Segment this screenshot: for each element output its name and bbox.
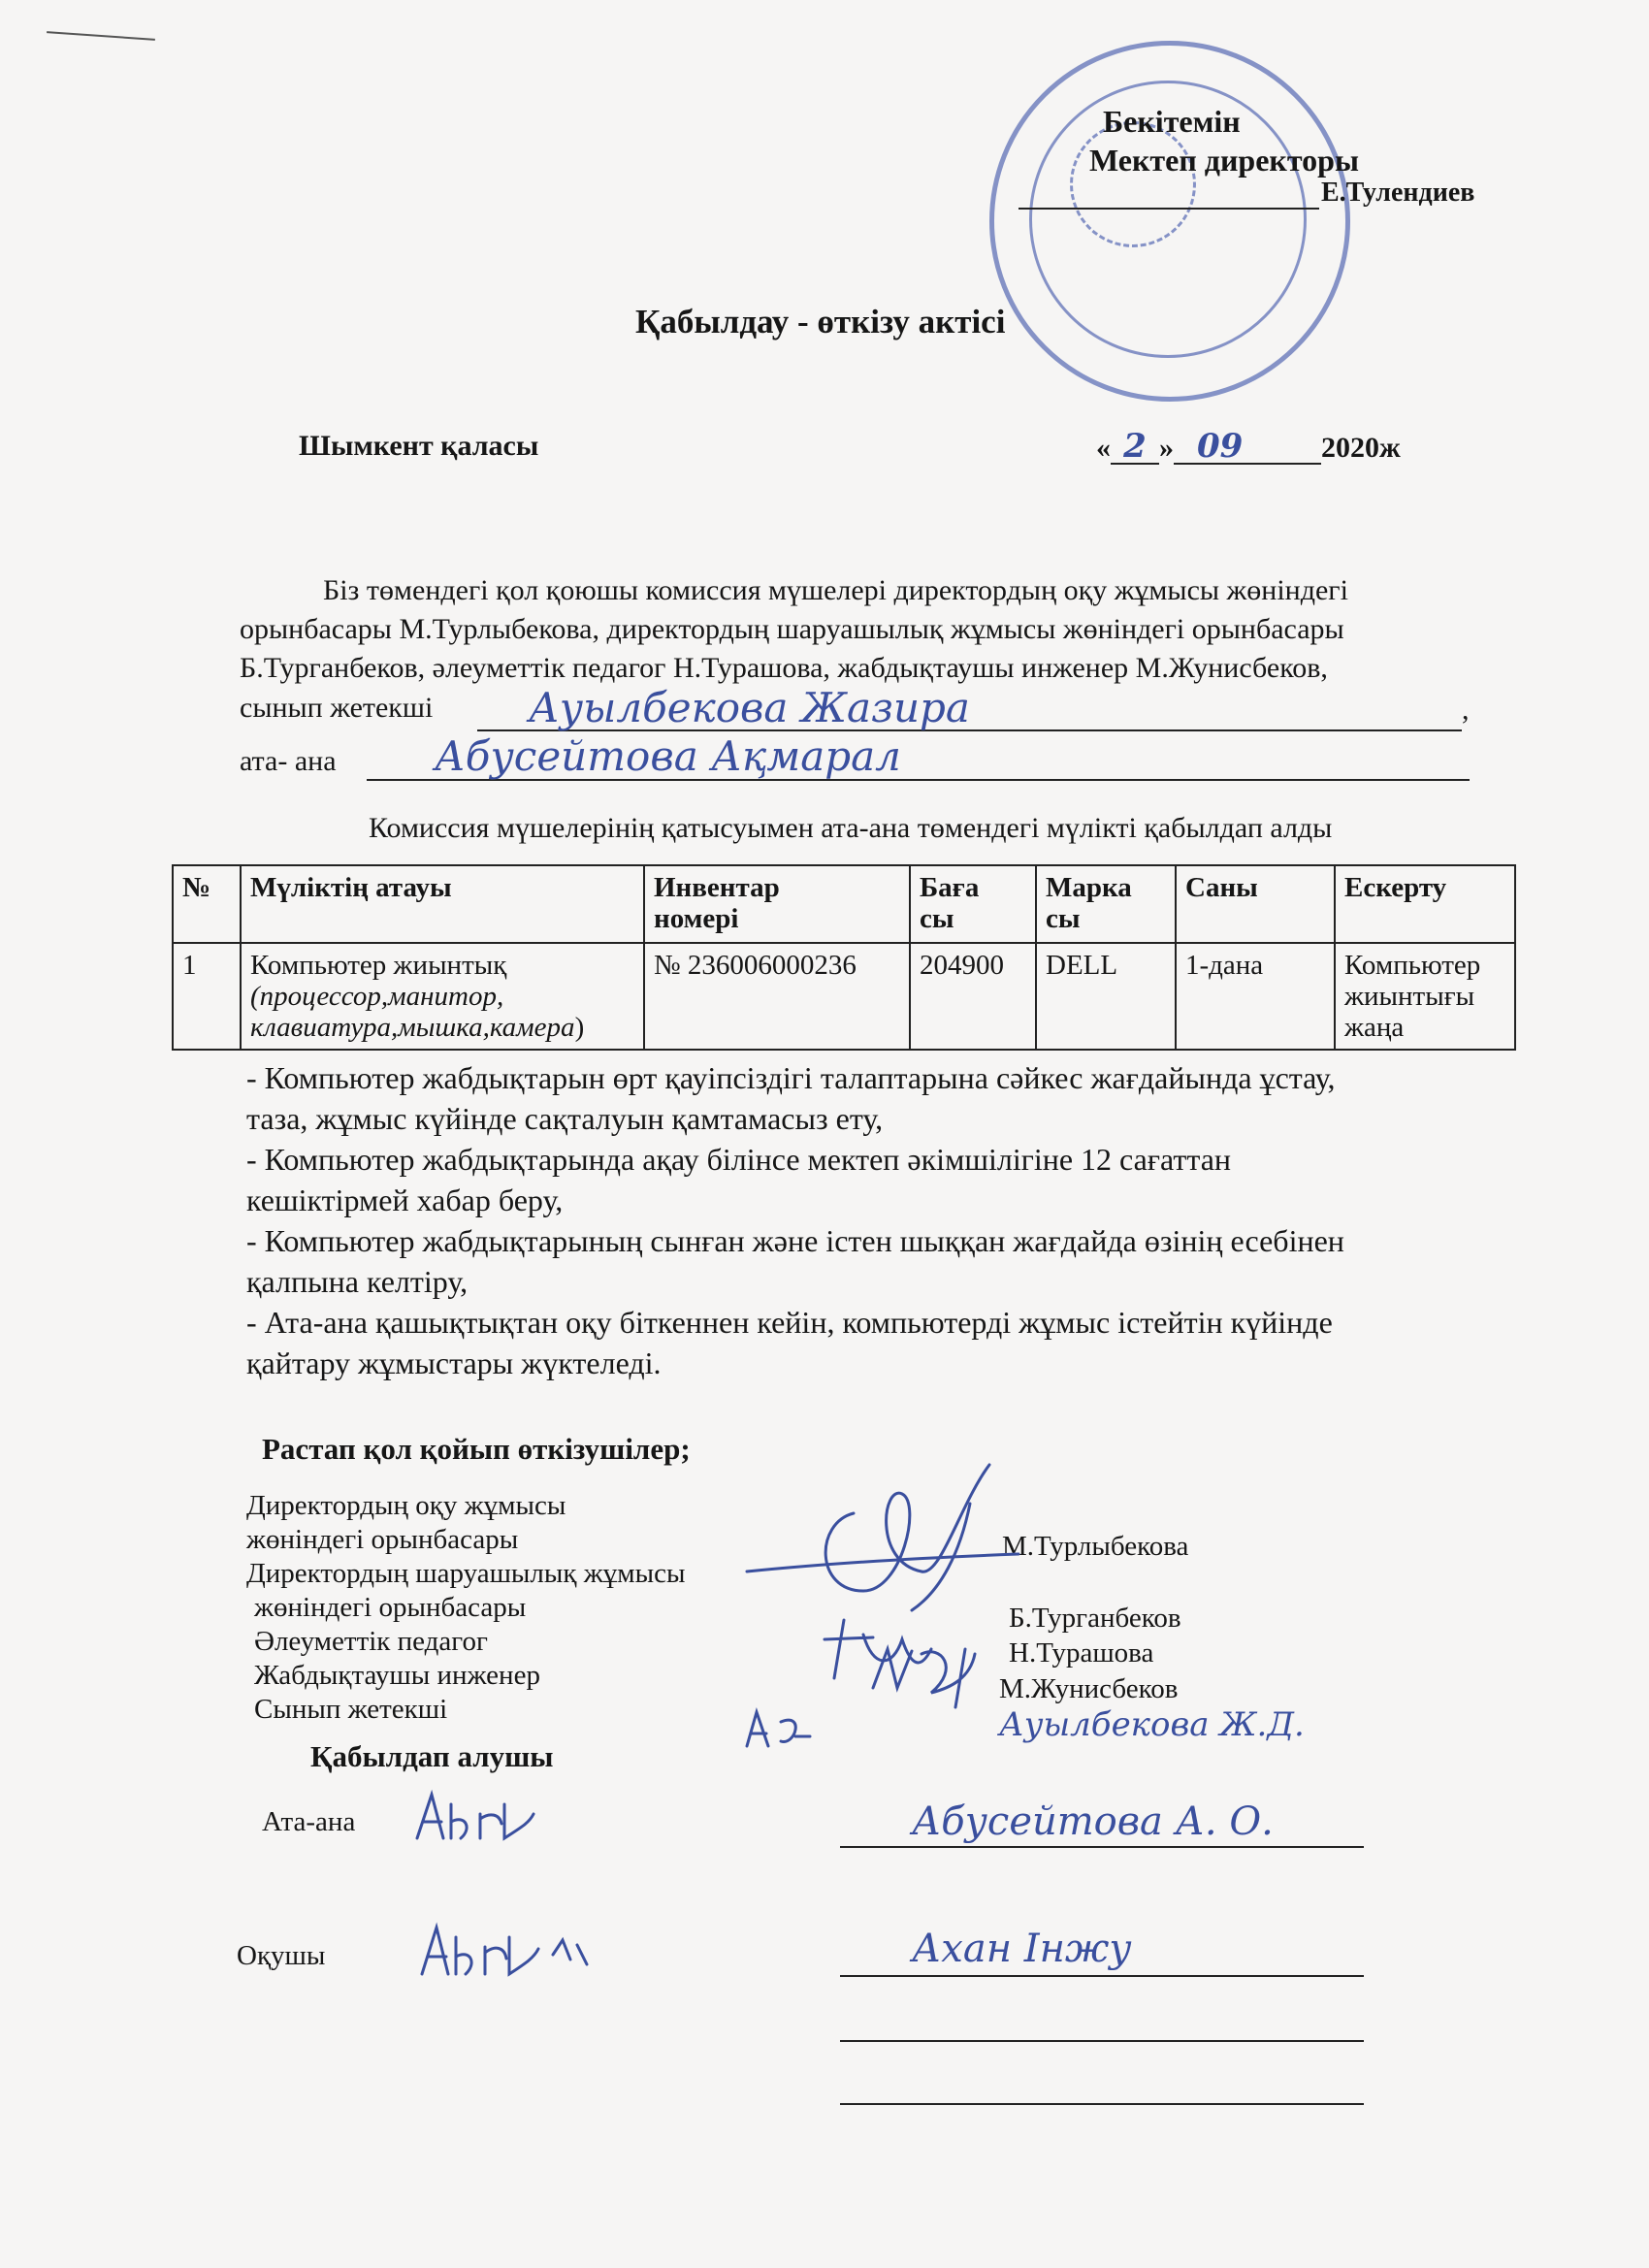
date-close-quote: » <box>1159 432 1174 464</box>
city: Шымкент қаласы <box>299 430 539 462</box>
signer-2-line-a: Директордың шаруашылық жұмысы <box>246 1558 686 1589</box>
table-header-row <box>173 865 1515 943</box>
parent-signature <box>412 1785 538 1853</box>
row-brand: DELL <box>1036 943 1176 1050</box>
teacher-label: сынып жетекші <box>240 692 434 724</box>
table-row <box>173 943 1515 1050</box>
approval-title: Бекітемін <box>1103 104 1241 139</box>
row-inventory: № 236006000236 <box>644 943 910 1050</box>
signatures <box>728 1445 1048 1766</box>
signature-3 <box>824 1620 931 1678</box>
header-price-1: Баға <box>920 872 980 903</box>
header-brand-2: сы <box>1046 903 1081 934</box>
obligation-line-1: - Компьютер жабдықтарын өрт қауіпсіздігі талаптарына сәйкес жағдайында ұстау, <box>246 1060 1336 1095</box>
blank-line-2 <box>840 2103 1364 2105</box>
signer-2-name: Б.Турганбеков <box>1009 1603 1181 1634</box>
header-name: Мүліктің атауы <box>241 865 644 943</box>
signer-3-name: Н.Турашова <box>1009 1637 1154 1669</box>
date-year: 2020ж <box>1321 432 1401 464</box>
date-month: 09 <box>1174 430 1321 465</box>
teacher-value: Ауылбекова Жазира <box>529 684 970 731</box>
date-open-quote: « <box>1096 432 1111 464</box>
teacher-comma: , <box>1462 694 1470 726</box>
signer-1-name: М.Турлыбекова <box>1002 1531 1189 1562</box>
header-brand <box>1036 865 1176 943</box>
row-note-3: жаңа <box>1344 1012 1405 1043</box>
date-day: 2 <box>1111 430 1159 465</box>
obligation-line-7: - Ата-ана қашықтықтан оқу біткеннен кейін, компьютерді жұмыс істейтін күйінде <box>246 1305 1333 1340</box>
signature-1 <box>825 1465 989 1610</box>
signer-3-label: Әлеуметтік педагог <box>254 1626 488 1657</box>
row-name-detail-1: (процессор,манитор, <box>250 981 504 1012</box>
date <box>1096 427 1401 466</box>
header-num: № <box>173 865 241 943</box>
row-name-close: ) <box>574 1012 585 1043</box>
receiver-student-label: Оқушы <box>237 1940 326 1971</box>
header-qty: Саны <box>1176 865 1335 943</box>
header-inventory-2: номері <box>654 903 739 934</box>
obligation-line-6: қалпына келтіру, <box>246 1264 469 1299</box>
obligation-line-5: - Компьютер жабдықтарының сынған және істен шыққан жағдайда өзінің есебінен <box>246 1223 1344 1258</box>
header-brand-1: Марка <box>1046 872 1132 903</box>
row-num: 1 <box>173 943 241 1050</box>
receivers-heading: Қабылдап алушы <box>310 1739 554 1773</box>
obligation-line-3: - Компьютер жабдықтарында ақау білінсе мектеп әкімшілігіне 12 сағаттан <box>246 1142 1232 1177</box>
header-price <box>910 865 1036 943</box>
signer-5-name: Ауылбекова Ж.Д. <box>999 1705 1305 1744</box>
row-name-main: Компьютер жиынтық <box>250 950 507 981</box>
signer-5-label: Сынып жетекші <box>254 1694 448 1725</box>
receiver-parent-line <box>840 1846 1364 1848</box>
obligation-line-2: таза, жұмыс күйінде сақталуын қамтамасыз ету, <box>246 1101 884 1136</box>
receiver-student-line <box>840 1975 1364 1977</box>
signer-4-label: Жабдықтаушы инженер <box>254 1660 540 1691</box>
obligation-line-4: кешіктірмей хабар беру, <box>246 1183 564 1217</box>
student-signature <box>417 1916 601 1989</box>
document-title: Қабылдау - өткізу актісі <box>635 303 1006 340</box>
signer-1-line-b: жөніндегі орынбасары <box>246 1524 519 1555</box>
signer-2-line-b: жөніндегі орынбасары <box>254 1592 527 1623</box>
obligations <box>246 1057 1344 1383</box>
signers-heading: Растап қол қойып өткізушілер; <box>262 1432 691 1466</box>
obligation-line-8: қайтару жұмыстары жүктеледі. <box>246 1345 662 1380</box>
parent-value: Абусейтова Ақмарал <box>435 732 901 780</box>
approval-signature-line <box>1018 208 1319 210</box>
approval-position: Мектеп директоры <box>1089 143 1359 178</box>
header-price-2: сы <box>920 903 954 934</box>
header-inventory <box>644 865 910 943</box>
row-name-detail-2: клавиатура,мышка,камера <box>250 1012 575 1043</box>
signer-labels <box>246 1489 685 1727</box>
header-inventory-1: Инвентар <box>654 872 780 903</box>
row-note-1: Компьютер <box>1344 950 1481 981</box>
row-qty: 1-дана <box>1176 943 1335 1050</box>
row-note <box>1335 943 1515 1050</box>
signer-1-line-a: Директордың оқу жұмысы <box>246 1490 566 1521</box>
school-seal-icon <box>989 41 1350 402</box>
row-price: 204900 <box>910 943 1036 1050</box>
intro-line-2: орынбасары М.Турлыбекова, директордың шаруашылық жұмысы жөніндегі орынбасары <box>240 613 1344 645</box>
header-note: Ескерту <box>1335 865 1515 943</box>
scan-mark <box>47 31 155 41</box>
intro-line-3: Б.Турганбеков, әлеуметтік педагог Н.Турашова, жабдықтаушы инженер М.Жунисбеков, <box>240 652 1328 684</box>
signature-5 <box>747 1712 810 1746</box>
property-table <box>172 864 1516 1051</box>
receiver-student-name: Ахан Інжу <box>912 1927 1132 1971</box>
row-name <box>241 943 644 1050</box>
approval-name: Е.Тулендиев <box>1321 178 1475 208</box>
receiver-parent-name: Абусейтова А. О. <box>912 1799 1274 1844</box>
receiver-parent-label: Ата-ана <box>262 1806 356 1837</box>
row-note-2: жиынтығы <box>1344 981 1475 1012</box>
signature-1-underline <box>747 1554 1018 1571</box>
signer-4-name: М.Жунисбеков <box>999 1673 1179 1704</box>
intro-line-1: Біз төмендегі қол қоюшы комиссия мүшелері директордың оқу жұмысы жөніндегі <box>323 574 1348 606</box>
intro-line-6: Комиссия мүшелерінің қатысуымен ата-ана төмендегі мүлікті қабылдап алды <box>369 812 1333 844</box>
blank-line-1 <box>840 2040 1364 2042</box>
parent-label: ата- ана <box>240 745 337 777</box>
